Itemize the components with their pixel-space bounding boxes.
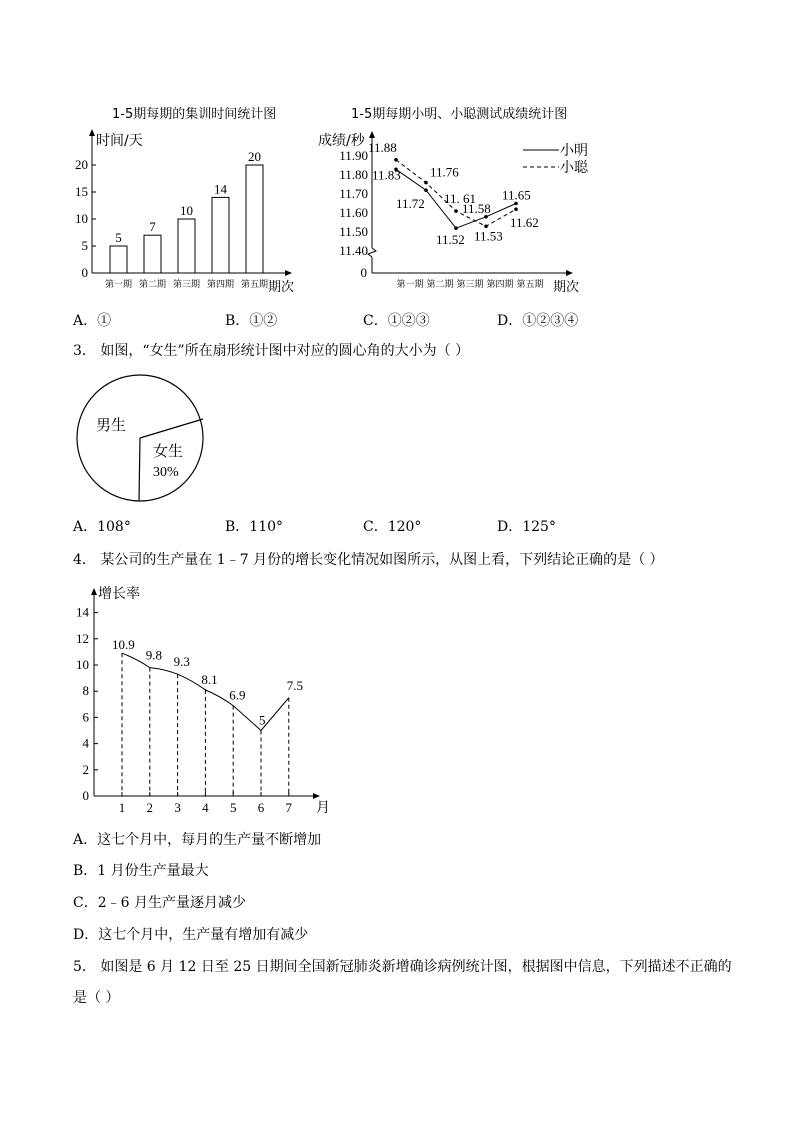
data-label: 11.62 — [510, 215, 539, 231]
pie-divider-1 — [140, 419, 203, 438]
data-label: 5 — [259, 712, 266, 728]
bar — [212, 197, 229, 273]
pie-label-girls: 女生 — [153, 442, 184, 460]
x-category-label: 第五期 — [516, 280, 544, 290]
q4-option-a[interactable]: A．这七个月中，每月的生产量不断增加 — [73, 832, 322, 848]
y-tick-label: 12 — [76, 630, 89, 646]
bar — [246, 165, 263, 273]
data-label: 11.53 — [474, 228, 503, 244]
y-tick-label: 6 — [82, 709, 89, 725]
bar-chart-title: 1-5期每期的集训时间统计图 — [112, 107, 277, 122]
y-axis-label: 增长率 — [98, 586, 140, 602]
q4-option-c[interactable]: C．2﹣6 月生产量逐月减少 — [73, 895, 246, 911]
bar-value-label: 14 — [214, 181, 227, 197]
y-tick-label: 11.70 — [339, 186, 368, 201]
x-category-label: 第一期 — [396, 280, 424, 290]
y-tick-label: 0 — [82, 788, 89, 803]
data-point — [424, 188, 428, 192]
x-tick-label: 2 — [146, 800, 154, 815]
q3-option-d[interactable]: D．125° — [497, 519, 556, 535]
x-axis-arrow — [313, 793, 320, 799]
y-tick-label: 11.90 — [339, 148, 368, 163]
q2-option-a[interactable]: A．① — [73, 313, 112, 329]
x-category-label: 第五期 — [240, 280, 269, 290]
x-tick-label: 4 — [202, 800, 209, 815]
bar — [178, 219, 195, 273]
bar-value-label: 5 — [115, 230, 122, 245]
bar — [144, 235, 161, 273]
data-point — [394, 158, 398, 162]
y-tick-label: 14 — [76, 604, 89, 620]
q2-option-b[interactable]: B．①② — [225, 313, 278, 329]
x-tick-label: 1 — [118, 800, 126, 815]
data-label: 11.76 — [430, 164, 459, 180]
data-label: 11.88 — [368, 139, 397, 155]
q4-stem: 4． 某公司的生产量在 1﹣7 月份的增长变化情况如图所示，从图上看，下列结论正确的是（ ） — [73, 552, 664, 568]
x-category-label: 第四期 — [486, 280, 514, 290]
legend-label-xiaocong: 小聪 — [560, 160, 588, 176]
q2-option-d[interactable]: D．①②③④ — [497, 313, 579, 329]
data-label: 9.3 — [173, 654, 190, 670]
y-axis-arrow — [369, 131, 375, 138]
data-point — [424, 181, 428, 185]
legend-label-xiaoming: 小明 — [560, 143, 588, 159]
data-label: 8.1 — [201, 671, 218, 687]
y-tick-label: 11.80 — [339, 167, 368, 182]
y-axis-label: 成绩/秒 — [318, 133, 365, 149]
x-axis-label: 期次 — [268, 280, 295, 295]
x-tick-label: 7 — [285, 800, 293, 815]
q3-option-c[interactable]: C．120° — [363, 519, 422, 535]
y-tick-label: 8 — [82, 683, 89, 699]
y-tick-label: 11.40 — [339, 243, 368, 258]
x-tick-label: 3 — [174, 800, 181, 815]
origin-label: 0 — [360, 265, 367, 280]
data-point — [454, 226, 458, 230]
pie-divider-2 — [139, 438, 140, 501]
growth-rate-chart — [60, 578, 350, 818]
data-point — [454, 209, 458, 213]
x-category-label: 第四期 — [206, 280, 235, 290]
data-label: 10.9 — [112, 637, 135, 653]
x-category-label: 第二期 — [138, 280, 167, 290]
x-axis-arrow — [285, 270, 292, 276]
q5-stem-line1: 5． 如图是 6 月 12 日至 25 日期间全国新冠肺炎新增确诊病例统计图，根据图中信息，下列描述不正确的 — [73, 959, 732, 975]
data-label: 11.72 — [396, 196, 425, 212]
data-label: 6.9 — [229, 687, 246, 703]
y-tick-label: 10 — [76, 657, 89, 672]
q4-option-b[interactable]: B．1 月份生产量最大 — [73, 863, 209, 879]
q2-option-c[interactable]: C．①②③ — [363, 313, 430, 329]
line-chart-title: 1-5期每期小明、小聪测试成绩统计图 — [351, 107, 568, 122]
x-category-label: 第三期 — [172, 280, 201, 290]
data-label: 11.65 — [502, 187, 531, 203]
q5-stem-line2: 是（ ） — [73, 990, 120, 1006]
data-label: 11. 61 — [444, 191, 477, 207]
x-category-label: 第二期 — [426, 280, 454, 290]
x-axis-label: 月 — [316, 800, 330, 816]
y-tick-label: 0 — [81, 265, 88, 280]
data-point — [514, 207, 518, 211]
y-tick-label: 15 — [75, 184, 88, 199]
x-category-label: 第一期 — [104, 280, 133, 290]
y-axis-arrow — [91, 588, 97, 595]
x-tick-label: 5 — [229, 800, 237, 815]
x-axis-arrow — [566, 270, 573, 276]
y-axis-arrow — [89, 129, 95, 136]
y-tick-label: 11.50 — [339, 224, 368, 239]
pie-label-boys: 男生 — [96, 416, 127, 434]
y-tick-label: 2 — [82, 761, 89, 777]
y-tick-label: 11.60 — [339, 205, 368, 220]
x-category-label: 第三期 — [456, 280, 484, 290]
score-line-chart — [315, 125, 605, 295]
bar — [110, 246, 127, 273]
data-label: 11.83 — [372, 167, 401, 183]
bar-value-label: 10 — [180, 203, 193, 218]
q4-option-d[interactable]: D．这七个月中，生产量有增加有减少 — [73, 927, 309, 943]
gender-pie-chart — [74, 370, 214, 510]
x-axis-label: 期次 — [553, 280, 580, 295]
y-axis-label: 时间/天 — [96, 133, 143, 149]
y-tick-label: 10 — [75, 211, 88, 226]
pie-label-girls-percent: 30% — [153, 465, 179, 480]
data-label: 11.58 — [462, 200, 491, 216]
q3-stem: 3． 如图，“女生”所在扇形统计图中对应的圆心角的大小为（ ） — [73, 343, 470, 359]
data-label: 11.52 — [436, 232, 465, 248]
y-tick-label: 5 — [81, 238, 88, 253]
bar-value-label: 7 — [149, 219, 156, 235]
q3-option-b[interactable]: B．110° — [225, 519, 284, 535]
data-label: 9.8 — [145, 647, 163, 663]
y-tick-label: 20 — [75, 157, 88, 172]
bar-value-label: 20 — [248, 149, 261, 164]
y-tick-label: 4 — [82, 735, 89, 751]
bar-chart — [70, 125, 300, 295]
data-label: 7.5 — [286, 677, 304, 693]
y-axis-break — [368, 248, 376, 257]
q3-option-a[interactable]: A．108° — [73, 519, 131, 535]
x-tick-label: 6 — [257, 800, 265, 815]
